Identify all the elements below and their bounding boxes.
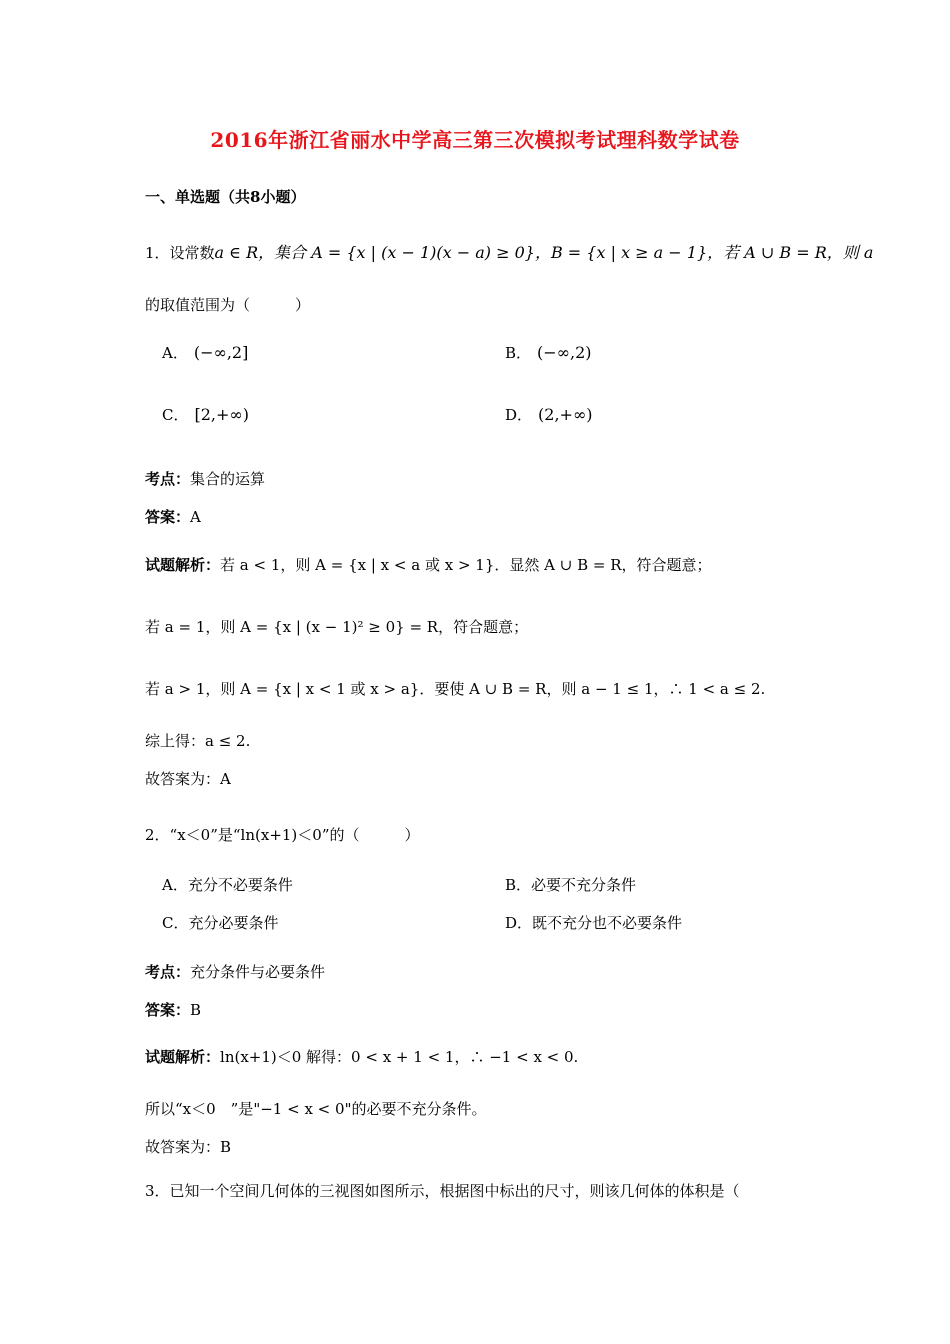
q2-answer	[145, 999, 201, 1020]
q2-analysis-1	[145, 1046, 578, 1067]
q2-answer-value: B	[190, 1001, 202, 1019]
q1-option-c-label: C．	[162, 406, 189, 424]
q3-stem: 3．已知一个空间几何体的三视图如图所示，根据图中标出的尺寸，则该几何体的体积是（	[145, 1182, 740, 1200]
q1-option-a-label: A．	[162, 344, 188, 362]
q1-analysis-label: 试题解析：	[145, 556, 221, 574]
q1-stem-math: a ∈ R，集合 A = {x | (x − 1)(x − a) ≥ 0}，B = {x | x ≥ a − 1}，若 A ∪ B = R，则 a	[214, 243, 874, 262]
q1-kaodian-label: 考点：	[145, 470, 191, 488]
q1-answer-value: A	[190, 508, 201, 526]
q1-answer	[145, 506, 201, 527]
q1-analysis-1	[145, 554, 712, 575]
q2-kaodian-value: 充分条件与必要条件	[190, 963, 326, 981]
q2-stem: 2．“x＜0”是“ln(x+1)＜0”的（ ）	[145, 826, 420, 844]
q2-analysis-2: 所以“x＜0 ”是"−1 < x < 0"的必要不充分条件。	[145, 1100, 487, 1118]
q1-option-c-value: [2,+∞)	[194, 405, 249, 424]
page-title: 2016年浙江省丽水中学高三第三次模拟考试理科数学试卷	[210, 128, 740, 152]
q1-option-b	[505, 342, 592, 363]
q2-option-a: A．充分不必要条件	[162, 876, 293, 894]
q1-option-b-label: B．	[505, 344, 532, 362]
q1-analysis-1-text: 若 a < 1，则 A = {x | x < a 或 x > 1}．显然 A ∪ B = R，符合题意；	[220, 556, 712, 574]
q1-option-b-value: (−∞,2)	[537, 343, 592, 362]
q2-analysis-label: 试题解析：	[145, 1048, 221, 1066]
q1-stem-text: 1．设常数	[145, 244, 215, 262]
q1-analysis-3: 若 a > 1，则 A = {x | x < 1 或 x > a}．要使 A ∪ B = R，则 a − 1 ≤ 1，∴ 1 < a ≤ 2.	[145, 680, 766, 698]
q1-kaodian-value: 集合的运算	[190, 470, 266, 488]
q1-analysis-2: 若 a = 1，则 A = {x | (x − 1)² ≥ 0} = R，符合题意；	[145, 618, 529, 636]
q2-final-answer: 故答案为：B	[145, 1138, 232, 1156]
q1-option-d-value: (2,+∞)	[538, 405, 593, 424]
q1-stem-line2: 的取值范围为（ ）	[145, 296, 311, 314]
section-heading: 一、单选题（共8小题）	[145, 188, 306, 206]
q1-option-d	[505, 404, 593, 425]
q1-final-answer: 故答案为：A	[145, 770, 231, 788]
q1-option-a-value: (−∞,2]	[193, 343, 249, 362]
q2-option-b: B．必要不充分条件	[505, 876, 637, 894]
q2-kaodian-label: 考点：	[145, 963, 191, 981]
q1-summary: 综上得：a ≤ 2.	[145, 732, 251, 750]
q1-answer-label: 答案：	[145, 508, 191, 526]
q1-option-c	[162, 404, 249, 425]
q1-option-a	[162, 342, 248, 363]
q1-kaodian	[145, 468, 265, 489]
q2-analysis-1-text: ln(x+1)＜0 解得：0 < x + 1 < 1，∴ −1 < x < 0.	[220, 1048, 579, 1066]
q2-answer-label: 答案：	[145, 1001, 191, 1019]
q2-kaodian	[145, 961, 325, 982]
q1-stem	[145, 240, 873, 263]
q2-option-d: D．既不充分也不必要条件	[505, 914, 683, 932]
q2-option-c: C．充分必要条件	[162, 914, 279, 932]
q1-option-d-label: D．	[505, 406, 533, 424]
